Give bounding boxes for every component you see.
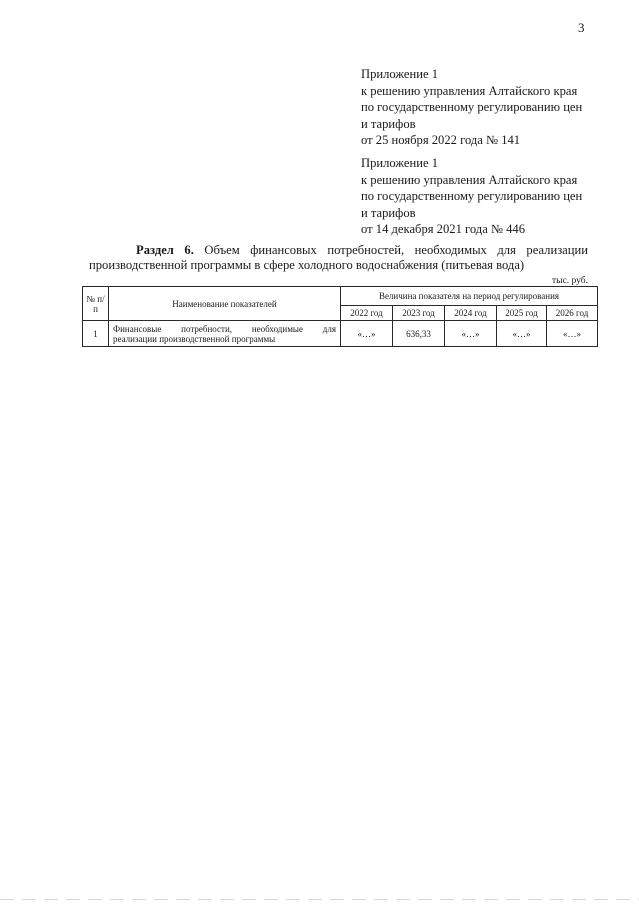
section-title-text: Объем финансовых потребностей, необходимых для реализации [204, 243, 588, 257]
appendix-date: от 14 декабря 2021 года № 446 [361, 222, 526, 237]
column-header-number: № п/п [83, 287, 109, 321]
appendix-line: по государственному регулированию цен [361, 189, 583, 204]
column-header-year: 2023 год [393, 306, 445, 321]
row-number-cell: 1 [83, 321, 109, 347]
row-name-line-2: реализации производственной программы [113, 333, 276, 344]
column-header-name: Наименование показателей [109, 287, 341, 321]
value-cell: «…» [445, 321, 497, 347]
column-header-year: 2026 год [547, 306, 598, 321]
page-number: 3 [578, 20, 585, 35]
section-heading [89, 243, 588, 272]
table-row [83, 321, 598, 347]
value-cell: «…» [341, 321, 393, 347]
units-label: тыс. руб. [552, 276, 588, 286]
appendix-line: к решению управления Алтайского края [361, 172, 578, 187]
value-cell: 636,33 [393, 321, 445, 347]
appendix-line: к решению управления Алтайского края [361, 83, 578, 98]
financial-needs-table [82, 286, 598, 347]
appendix-title: Приложение 1 [361, 67, 439, 81]
column-header-year: 2024 год [445, 306, 497, 321]
row-name-line-1: Финансовые потребности, необходимые для [113, 323, 336, 334]
value-cell: «…» [497, 321, 547, 347]
appendix-block-current [361, 66, 631, 149]
section-heading-line-1 [89, 243, 588, 258]
row-name-cell [109, 321, 341, 347]
column-header-period-group: Величина показателя на период регулирования [341, 287, 598, 306]
table-header-row [83, 287, 598, 306]
section-label: Раздел 6. [136, 243, 194, 257]
column-header-year: 2022 год [341, 306, 393, 321]
appendix-line: и тарифов [361, 205, 416, 220]
section-heading-line-2: производственной программы в сфере холодного водоснабжения (питьевая вода) [89, 257, 525, 272]
appendix-line: и тарифов [361, 116, 416, 131]
scan-edge-divider [0, 899, 639, 900]
column-header-year: 2025 год [497, 306, 547, 321]
value-cell: «…» [547, 321, 598, 347]
appendix-line: по государственному регулированию цен [361, 100, 583, 115]
appendix-date: от 25 ноября 2022 года № 141 [361, 133, 521, 148]
appendix-block-original [361, 155, 631, 238]
appendix-title: Приложение 1 [361, 156, 439, 170]
